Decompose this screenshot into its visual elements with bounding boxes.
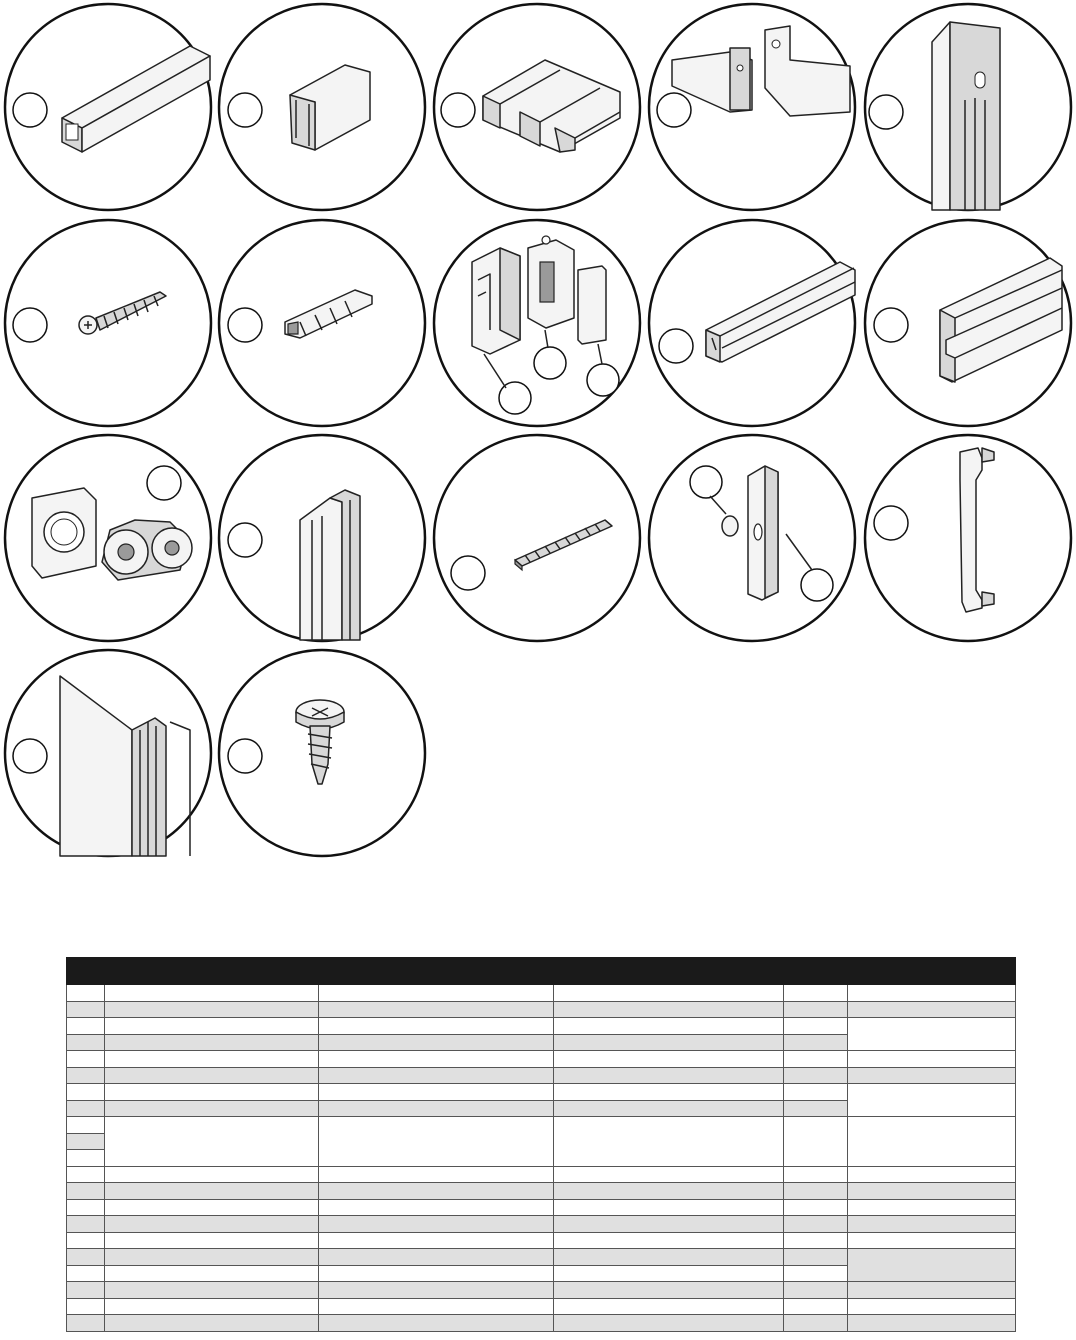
part-9-top-track-profile bbox=[649, 220, 855, 426]
table-row bbox=[67, 985, 1016, 1002]
parts-list-table-wrapper bbox=[66, 957, 1013, 1332]
part-13-shim-strip bbox=[434, 435, 640, 641]
part-7-wall-anchor bbox=[219, 220, 425, 426]
part-1-rectangular-tube bbox=[5, 4, 211, 210]
header-cell bbox=[848, 958, 1016, 985]
table-row bbox=[67, 1084, 1016, 1101]
header-cell bbox=[554, 958, 784, 985]
part-3-double-track-guide bbox=[434, 4, 640, 210]
table-row bbox=[67, 1166, 1016, 1183]
part-11-roller-wheel-assembly bbox=[5, 435, 211, 641]
header-cell bbox=[784, 958, 848, 985]
table-row bbox=[67, 1001, 1016, 1018]
part-2-u-channel-clip bbox=[219, 4, 425, 210]
header-cell bbox=[105, 958, 319, 985]
header-cell bbox=[319, 958, 554, 985]
table-row bbox=[67, 1018, 1016, 1035]
part-17-pan-head-screw bbox=[219, 650, 425, 856]
table-row bbox=[67, 1282, 1016, 1299]
part-5-vertical-jamb-profile bbox=[865, 4, 1071, 210]
part-8-cap-assembly bbox=[434, 220, 640, 426]
part-14-rod-with-plug bbox=[649, 435, 855, 641]
table-row bbox=[67, 1051, 1016, 1068]
part-4-mounting-brackets bbox=[649, 4, 855, 210]
table-row bbox=[67, 1199, 1016, 1216]
part-16-panel-edge-seal bbox=[5, 650, 211, 856]
table-row bbox=[67, 1183, 1016, 1200]
part-15-door-handle bbox=[865, 435, 1071, 641]
part-12-edge-profile bbox=[219, 435, 425, 641]
table-row bbox=[67, 1298, 1016, 1315]
table-row bbox=[67, 1249, 1016, 1266]
parts-list-table bbox=[66, 957, 1016, 1332]
part-10-slotted-track-profile bbox=[865, 220, 1071, 426]
part-6-wood-screw bbox=[5, 220, 211, 426]
table-row bbox=[67, 1067, 1016, 1084]
table-row bbox=[67, 1216, 1016, 1233]
table-header-row bbox=[67, 958, 1016, 985]
table-row bbox=[67, 1117, 1016, 1134]
header-cell bbox=[67, 958, 105, 985]
table-row bbox=[67, 1315, 1016, 1332]
table-row bbox=[67, 1232, 1016, 1249]
